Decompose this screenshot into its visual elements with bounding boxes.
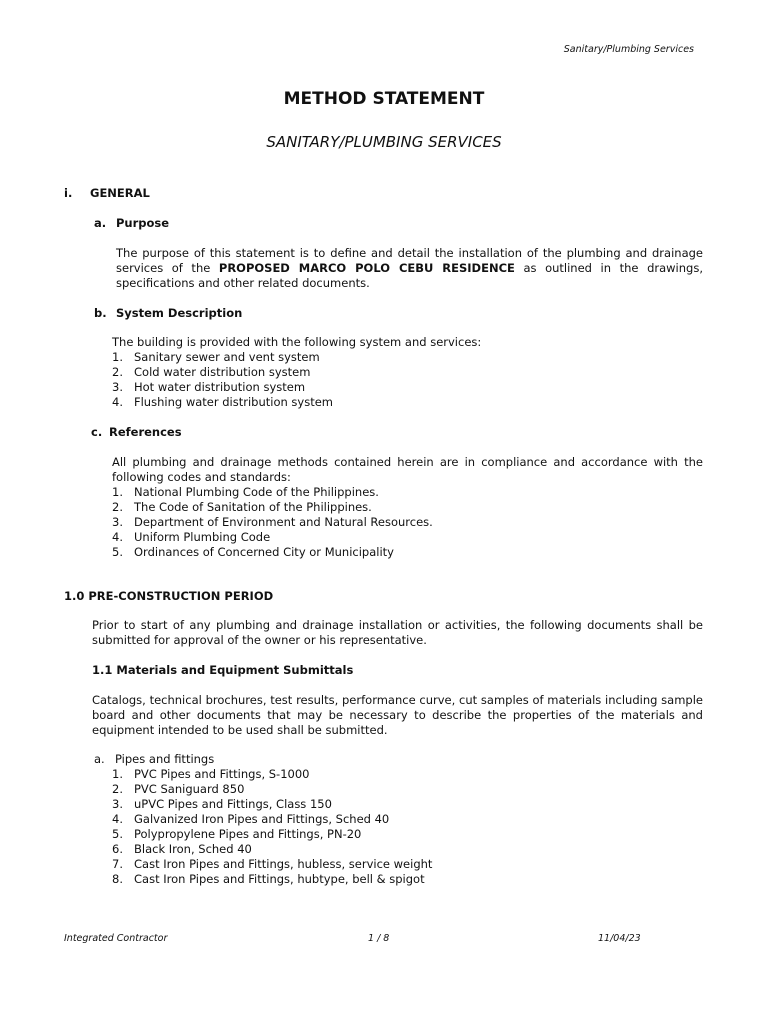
list-item: 1. Sanitary sewer and vent system xyxy=(112,350,320,364)
list-item: 4. Flushing water distribution system xyxy=(112,395,334,409)
document-subtitle: SANITARY/PLUMBING SERVICES xyxy=(266,133,502,151)
system-heading: System Description xyxy=(116,306,243,320)
purpose-paragraph xyxy=(116,246,703,291)
references-heading: References xyxy=(109,425,182,439)
list-item: 5. Polypropylene Pipes and Fittings, PN-20 xyxy=(112,827,362,841)
purpose-text-after: as outlined in the drawings, specifications and other related documents. xyxy=(116,261,703,290)
references-label: c. xyxy=(91,425,103,439)
footer-date: 11/04/23 xyxy=(598,933,641,944)
references-intro: All plumbing and drainage methods contained herein are in compliance and accordance with the following codes and standards: xyxy=(112,455,703,484)
list-item: 2. PVC Saniguard 850 xyxy=(112,782,245,796)
footer-page-number: 1 / 8 xyxy=(368,933,390,944)
project-name: PROPOSED MARCO POLO CEBU RESIDENCE xyxy=(218,261,515,275)
pipes-list xyxy=(112,767,432,887)
section-general-number: i. xyxy=(64,186,73,200)
purpose-label: a. xyxy=(94,216,107,230)
list-item: 5. Ordinances of Concerned City or Municipality xyxy=(112,545,394,559)
system-intro: The building is provided with the following system and services: xyxy=(112,335,482,349)
section-preconstruction-heading: 1.0 PRE-CONSTRUCTION PERIOD xyxy=(64,589,274,603)
list-item: 2. Cold water distribution system xyxy=(112,365,311,379)
list-item: 6. Black Iron, Sched 40 xyxy=(112,842,252,856)
list-item: 3. Hot water distribution system xyxy=(112,380,306,394)
purpose-heading: Purpose xyxy=(116,216,170,230)
list-item: 3. uPVC Pipes and Fittings, Class 150 xyxy=(112,797,332,811)
list-item: 1. National Plumbing Code of the Philippines. xyxy=(112,485,379,499)
references-list xyxy=(112,485,433,560)
purpose-text-before: The purpose of this statement is to define and detail the installation of the plumbing and drainage services of the xyxy=(116,246,703,275)
system-list xyxy=(112,350,333,410)
list-item: 4. Galvanized Iron Pipes and Fittings, Sched 40 xyxy=(112,812,390,826)
pipes-label: a. xyxy=(94,752,105,766)
materials-paragraph: Catalogs, technical brochures, test results, performance curve, cut samples of materials including sample board and other documents that may be necessary to describe the properties of the materials and equipment intended to be used shall be submitted. xyxy=(92,693,703,737)
materials-heading: 1.1 Materials and Equipment Submittals xyxy=(92,663,354,677)
list-item: 1. PVC Pipes and Fittings, S-1000 xyxy=(112,767,310,781)
running-header: Sanitary/Plumbing Services xyxy=(563,44,694,55)
pipes-heading: Pipes and fittings xyxy=(115,752,215,766)
list-item: 7. Cast Iron Pipes and Fittings, hubless, service weight xyxy=(112,857,433,871)
list-item: 2. The Code of Sanitation of the Philippines. xyxy=(112,500,372,514)
preconstruction-intro: Prior to start of any plumbing and drainage installation or activities, the following documents shall be submitted for approval of the owner or his representative. xyxy=(92,618,703,647)
list-item: 4. Uniform Plumbing Code xyxy=(112,530,271,544)
list-item: 8. Cast Iron Pipes and Fittings, hubtype, bell & spigot xyxy=(112,872,425,886)
system-label: b. xyxy=(94,306,107,320)
footer-company: Integrated Contractor xyxy=(64,933,168,944)
document-title: METHOD STATEMENT xyxy=(283,89,485,109)
section-general-heading: GENERAL xyxy=(90,186,150,200)
list-item: 3. Department of Environment and Natural Resources. xyxy=(112,515,433,529)
